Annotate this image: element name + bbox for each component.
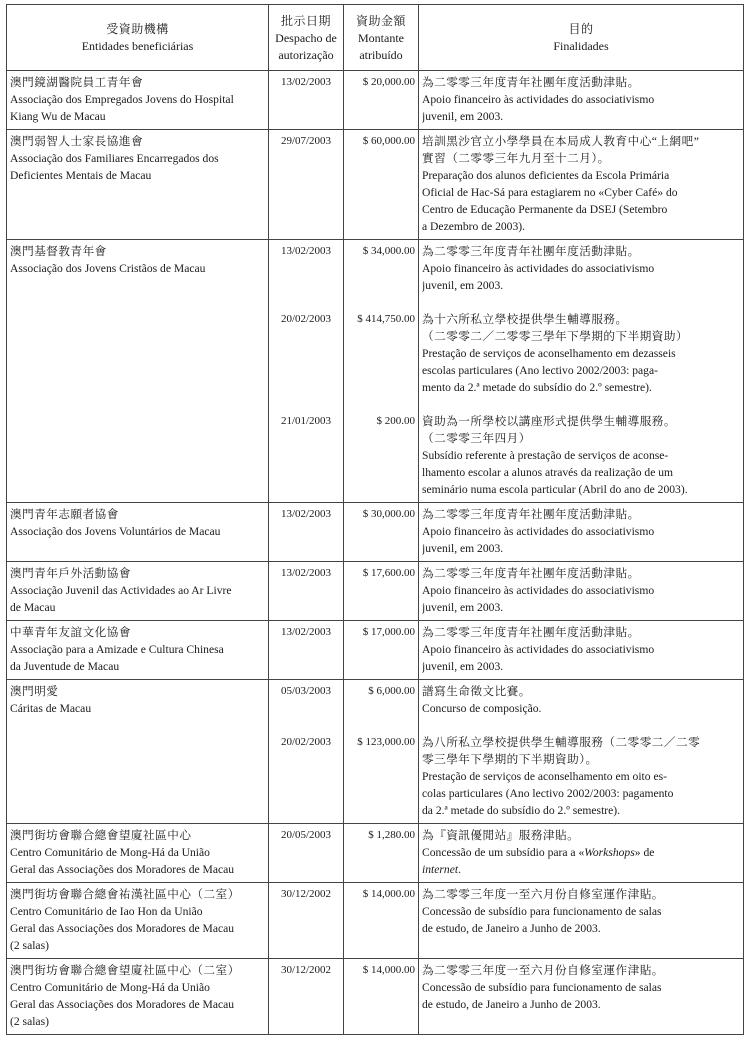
purpose-text-pt: Concessão de um subsídio para a «Workshops» de	[422, 846, 655, 859]
line-spacer	[272, 920, 340, 937]
line-spacer	[347, 277, 415, 294]
entity-name-pt: Associação dos Familiares Encarregados dos	[10, 152, 219, 165]
line-spacer	[272, 582, 340, 599]
line-spacer	[272, 641, 340, 658]
purpose-text-pt: Concessão de subsídio para funcionamento de salas	[422, 981, 662, 994]
date-cell	[269, 562, 344, 621]
line-spacer	[347, 430, 415, 447]
line-spacer	[347, 861, 415, 878]
purpose-cell	[419, 503, 744, 562]
grant-amount: $ 60,000.00	[362, 135, 415, 147]
purpose-text-zh: 實習（二零零三年九月至十二月）。	[422, 152, 610, 165]
header-amount-pt-1: Montante	[358, 30, 404, 45]
amount-cell	[344, 503, 419, 562]
purpose-text-pt: Preparação dos alunos deficientes da Escola Primária	[422, 169, 670, 182]
line-spacer	[272, 700, 340, 717]
line-spacer	[347, 920, 415, 937]
entity-cell	[7, 959, 269, 1035]
grant-spacer	[272, 294, 340, 311]
line-spacer	[347, 599, 415, 616]
grant-amount: $ 14,000.00	[362, 964, 415, 976]
grant-amount: $ 1,280.00	[368, 829, 415, 841]
line-spacer	[272, 481, 340, 498]
line-spacer	[272, 464, 340, 481]
line-spacer	[272, 996, 340, 1013]
line-spacer	[272, 430, 340, 447]
purpose-text-zh: 為二零零三年度一至六月份自修室運作津貼。	[422, 888, 664, 901]
grant-date: 21/01/2003	[280, 415, 332, 427]
line-spacer	[272, 184, 340, 201]
entity-name-pt: Associação dos Empregados Jovens do Hospital	[10, 93, 234, 106]
line-spacer	[347, 184, 415, 201]
grant-amount: $ 414,750.00	[357, 313, 415, 325]
line-spacer	[347, 523, 415, 540]
entity-name-zh: 澳門基督教青年會	[10, 245, 107, 258]
table-body	[7, 71, 744, 1035]
header-entity-pt: Entidades beneficiárias	[81, 39, 194, 53]
line-spacer	[272, 167, 340, 184]
date-cell	[269, 680, 344, 824]
entity-name-pt: Geral das Associações dos Moradores de Macau	[10, 863, 235, 876]
purpose-text-zh: 為二零零三年度青年社團年度活動津貼。	[422, 76, 640, 89]
purpose-cell	[419, 959, 744, 1035]
line-spacer	[272, 150, 340, 167]
line-spacer	[347, 802, 415, 819]
date-cell	[269, 503, 344, 562]
line-spacer	[347, 768, 415, 785]
purpose-text-pt: juvenil, em 2003.	[422, 660, 504, 673]
amount-cell	[344, 883, 419, 959]
grant-date: 20/02/2003	[280, 736, 332, 748]
entity-cell	[7, 503, 269, 562]
purpose-text-pt: a Dezembro de 2003).	[422, 220, 526, 233]
line-spacer	[272, 379, 340, 396]
grant-date: 20/02/2003	[280, 313, 332, 325]
entity-name-zh: 澳門街坊會聯合總會祐漢社區中心（二室）	[10, 888, 240, 901]
line-spacer	[272, 523, 340, 540]
grant-spacer	[422, 717, 740, 734]
grant-spacer	[272, 396, 340, 413]
line-spacer	[272, 658, 340, 675]
line-spacer	[347, 362, 415, 379]
table-row	[7, 824, 744, 883]
purpose-cell	[419, 824, 744, 883]
entity-name-pt: (2 salas)	[10, 939, 49, 952]
purpose-text-pt: mento da 2.ª metade do subsídio do 2.º semestre).	[422, 381, 652, 394]
entity-name-pt: Geral das Associações dos Moradores de Macau	[10, 922, 235, 935]
grant-amount: $ 20,000.00	[362, 76, 415, 88]
entity-name-zh: 澳門街坊會聯合總會望廈社區中心	[10, 829, 192, 842]
grant-date: 29/07/2003	[280, 135, 332, 147]
line-spacer	[272, 751, 340, 768]
purpose-text-pt: Apoio financeiro às actividades do associativismo	[422, 584, 655, 597]
purpose-text-pt: escolas particulares (Ano lectivo 2002/2003: paga-	[422, 364, 658, 377]
purpose-text-zh: 零三學年下學期的下半期資助）。	[422, 753, 598, 766]
grant-spacer	[347, 294, 415, 311]
purpose-cell	[419, 130, 744, 240]
header-purpose-pt: Finalidades	[553, 39, 609, 53]
line-spacer	[347, 658, 415, 675]
entity-cell	[7, 824, 269, 883]
purpose-text-zh: 為十六所私立學校提供學生輔導服務。	[422, 313, 628, 326]
purpose-text-zh: 為二零零三年度青年社團年度活動津貼。	[422, 245, 640, 258]
grant-amount: $ 14,000.00	[362, 888, 415, 900]
amount-cell	[344, 71, 419, 130]
line-spacer	[347, 328, 415, 345]
entity-name-zh: 澳門青年戶外活動協會	[10, 567, 131, 580]
table-row	[7, 71, 744, 130]
grant-amount: $ 17,000.00	[362, 626, 415, 638]
grant-amount: $ 123,000.00	[357, 736, 415, 748]
amount-cell	[344, 240, 419, 503]
purpose-text-pt: Concurso de composição.	[422, 702, 542, 715]
date-cell	[269, 240, 344, 503]
entity-name-pt: Associação para a Amizade e Cultura Chinesa	[10, 643, 224, 656]
grant-date: 13/02/2003	[280, 567, 332, 579]
line-spacer	[272, 345, 340, 362]
line-spacer	[272, 218, 340, 235]
purpose-cell	[419, 71, 744, 130]
purpose-text-zh: 譜寫生命徵文比賽。	[422, 685, 531, 698]
purpose-text-zh: 為二零零三年度青年社團年度活動津貼。	[422, 626, 640, 639]
table-row	[7, 562, 744, 621]
line-spacer	[347, 379, 415, 396]
grant-spacer	[347, 717, 415, 734]
purpose-cell	[419, 883, 744, 959]
grant-date: 30/12/2002	[280, 964, 332, 976]
entity-name-pt: de Macau	[10, 601, 56, 614]
purpose-text-pt: juvenil, em 2003.	[422, 279, 504, 292]
entity-cell	[7, 71, 269, 130]
grant-spacer	[347, 396, 415, 413]
amount-cell	[344, 562, 419, 621]
entity-name-pt: Centro Comunitário de Mong-Há da União	[10, 846, 210, 859]
purpose-cell	[419, 680, 744, 824]
grant-date: 13/02/2003	[280, 76, 332, 88]
line-spacer	[347, 903, 415, 920]
date-cell	[269, 130, 344, 240]
purpose-text-pt: lhamento escolar a alunos através da realização de um	[422, 466, 674, 479]
line-spacer	[347, 108, 415, 125]
amount-cell	[344, 621, 419, 680]
purpose-text-pt: juvenil, em 2003.	[422, 110, 504, 123]
header-entity-zh: 受資助機構	[106, 22, 169, 36]
amount-cell	[344, 130, 419, 240]
amount-cell	[344, 959, 419, 1035]
table-header-row	[7, 5, 744, 71]
entity-name-zh: 澳門街坊會聯合總會望廈社區中心（二室）	[10, 964, 240, 977]
line-spacer	[272, 277, 340, 294]
purpose-text-pt: de estudo, de Janeiro a Junho de 2003.	[422, 998, 601, 1011]
date-cell	[269, 621, 344, 680]
entity-name-pt: Associação Juvenil das Actividades ao Ar Livre	[10, 584, 232, 597]
line-spacer	[272, 362, 340, 379]
purpose-text-pt: da 2.ª metade do subsídio do 2.º semestre).	[422, 804, 621, 817]
purpose-text-zh: （二零零三年四月）	[422, 432, 531, 445]
date-cell	[269, 959, 344, 1035]
purpose-text-pt: Oficial de Hac-Sá para estagiarem no «Cyber Café» do	[422, 186, 678, 199]
table-row	[7, 621, 744, 680]
line-spacer	[272, 785, 340, 802]
table-row	[7, 503, 744, 562]
grant-date: 05/03/2003	[280, 685, 332, 697]
line-spacer	[272, 260, 340, 277]
entity-cell	[7, 883, 269, 959]
line-spacer	[347, 751, 415, 768]
purpose-text-pt: Apoio financeiro às actividades do associativismo	[422, 262, 655, 275]
entity-name-pt: Centro Comunitário de Mong-Há da União	[10, 981, 210, 994]
line-spacer	[347, 996, 415, 1013]
entity-cell	[7, 621, 269, 680]
line-spacer	[347, 464, 415, 481]
line-spacer	[347, 582, 415, 599]
line-spacer	[347, 979, 415, 996]
entity-name-pt: Kiang Wu de Macau	[10, 110, 106, 123]
header-entity	[7, 5, 269, 71]
line-spacer	[347, 91, 415, 108]
line-spacer	[272, 903, 340, 920]
table-row	[7, 959, 744, 1035]
entity-name-pt: Associação dos Jovens Voluntários de Macau	[10, 525, 221, 538]
line-spacer	[347, 641, 415, 658]
line-spacer	[272, 599, 340, 616]
entity-name-pt: (2 salas)	[10, 1015, 49, 1028]
purpose-text-zh: 為八所私立學校提供學生輔導服務（二零零二／二零	[422, 736, 701, 749]
header-amount-zh: 資助金額	[355, 13, 406, 28]
grant-spacer	[422, 294, 740, 311]
purpose-cell	[419, 621, 744, 680]
entity-name-zh: 澳門青年志願者協會	[10, 508, 119, 521]
line-spacer	[272, 91, 340, 108]
grant-date: 13/02/2003	[280, 245, 332, 257]
header-amount-pt-2: atribuído	[359, 47, 403, 62]
purpose-text-pt: Concessão de subsídio para funcionamento de salas	[422, 905, 662, 918]
purpose-text-pt: internet.	[422, 863, 461, 876]
line-spacer	[347, 481, 415, 498]
line-spacer	[347, 218, 415, 235]
purpose-text-zh: 為二零零三年度青年社團年度活動津貼。	[422, 567, 640, 580]
line-spacer	[347, 150, 415, 167]
entity-name-pt: Centro Comunitário de Iao Hon da União	[10, 905, 203, 918]
entity-name-zh: 澳門明愛	[10, 685, 59, 698]
purpose-text-pt: Apoio financeiro às actividades do associativismo	[422, 93, 655, 106]
line-spacer	[347, 700, 415, 717]
entity-name-zh: 澳門弱智人士家長協進會	[10, 135, 144, 148]
header-date-zh: 批示日期	[280, 13, 331, 28]
table-row	[7, 680, 744, 824]
purpose-text-pt: juvenil, em 2003.	[422, 601, 504, 614]
grant-spacer	[422, 396, 740, 413]
entity-name-pt: Cáritas de Macau	[10, 702, 92, 715]
header-date-pt-1: Despacho de	[275, 30, 337, 45]
line-spacer	[347, 345, 415, 362]
entity-cell	[7, 130, 269, 240]
header-purpose	[419, 5, 744, 71]
grant-date: 20/05/2003	[280, 829, 332, 841]
table-row	[7, 130, 744, 240]
date-cell	[269, 883, 344, 959]
line-spacer	[347, 447, 415, 464]
grant-spacer	[272, 717, 340, 734]
header-date-pt-2: autorização	[278, 47, 334, 62]
line-spacer	[272, 861, 340, 878]
grant-date: 13/02/2003	[280, 626, 332, 638]
line-spacer	[347, 844, 415, 861]
subsidy-table	[6, 4, 744, 1035]
line-spacer	[347, 785, 415, 802]
grant-date: 13/02/2003	[280, 508, 332, 520]
line-spacer	[272, 447, 340, 464]
purpose-text-pt: seminário numa escola particular (Abril do ano de 2003).	[422, 483, 688, 496]
purpose-text-pt: Apoio financeiro às actividades do associativismo	[422, 643, 655, 656]
purpose-text-pt: colas particulares (Ano lectivo 2002/2003: pagamento	[422, 787, 674, 800]
line-spacer	[272, 979, 340, 996]
date-cell	[269, 71, 344, 130]
entity-name-zh: 澳門鏡湖醫院員工青年會	[10, 76, 144, 89]
entity-cell	[7, 240, 269, 503]
grant-amount: $ 30,000.00	[362, 508, 415, 520]
line-spacer	[347, 260, 415, 277]
line-spacer	[347, 540, 415, 557]
entity-name-zh: 中華青年友誼文化協會	[10, 626, 131, 639]
table-row	[7, 883, 744, 959]
purpose-text-zh: 為『資訊優閒站』服務津貼。	[422, 829, 580, 842]
purpose-text-pt: Prestação de serviços de aconselhamento em oito es-	[422, 770, 667, 783]
grant-amount: $ 17,600.00	[362, 567, 415, 579]
purpose-text-pt: juvenil, em 2003.	[422, 542, 504, 555]
line-spacer	[272, 768, 340, 785]
purpose-cell	[419, 240, 744, 503]
line-spacer	[272, 540, 340, 557]
entity-cell	[7, 680, 269, 824]
date-cell	[269, 824, 344, 883]
purpose-text-pt: Centro de Educação Permanente da DSEJ (Setembro	[422, 203, 668, 216]
grant-amount: $ 6,000.00	[368, 685, 415, 697]
line-spacer	[272, 201, 340, 218]
purpose-cell	[419, 562, 744, 621]
amount-cell	[344, 824, 419, 883]
purpose-text-zh: 為二零零三年度青年社團年度活動津貼。	[422, 508, 640, 521]
line-spacer	[347, 201, 415, 218]
line-spacer	[272, 802, 340, 819]
purpose-text-zh: 資助為一所學校以講座形式提供學生輔導服務。	[422, 415, 676, 428]
amount-cell	[344, 680, 419, 824]
entity-name-pt: Deficientes Mentais de Macau	[10, 169, 152, 182]
grant-amount: $ 200.00	[376, 415, 415, 427]
document-page	[6, 4, 743, 1035]
line-spacer	[272, 328, 340, 345]
line-spacer	[272, 108, 340, 125]
table-row	[7, 240, 744, 503]
line-spacer	[272, 844, 340, 861]
grant-amount: $ 34,000.00	[362, 245, 415, 257]
entity-cell	[7, 562, 269, 621]
header-purpose-zh: 目的	[568, 22, 594, 36]
header-amount	[344, 5, 419, 71]
purpose-text-pt: Apoio financeiro às actividades do associativismo	[422, 525, 655, 538]
purpose-text-zh: 為二零零三年度一至六月份自修室運作津貼。	[422, 964, 664, 977]
entity-name-pt: da Juventude de Macau	[10, 660, 120, 673]
header-date	[269, 5, 344, 71]
purpose-text-pt: Subsídio referente à prestação de serviços de aconse-	[422, 449, 669, 462]
purpose-text-zh: （二零零二／二零零三學年下學期的下半期資助）	[422, 330, 689, 343]
grant-date: 30/12/2002	[280, 888, 332, 900]
entity-name-pt: Geral das Associações dos Moradores de Macau	[10, 998, 235, 1011]
purpose-text-pt: Prestação de serviços de aconselhamento em dezasseis	[422, 347, 676, 360]
purpose-text-pt: de estudo, de Janeiro a Junho de 2003.	[422, 922, 601, 935]
purpose-text-zh: 培訓黑沙官立小學學員在本局成人教育中心“上網吧”	[422, 135, 700, 148]
line-spacer	[347, 167, 415, 184]
entity-name-pt: Associação dos Jovens Cristãos de Macau	[10, 262, 206, 275]
